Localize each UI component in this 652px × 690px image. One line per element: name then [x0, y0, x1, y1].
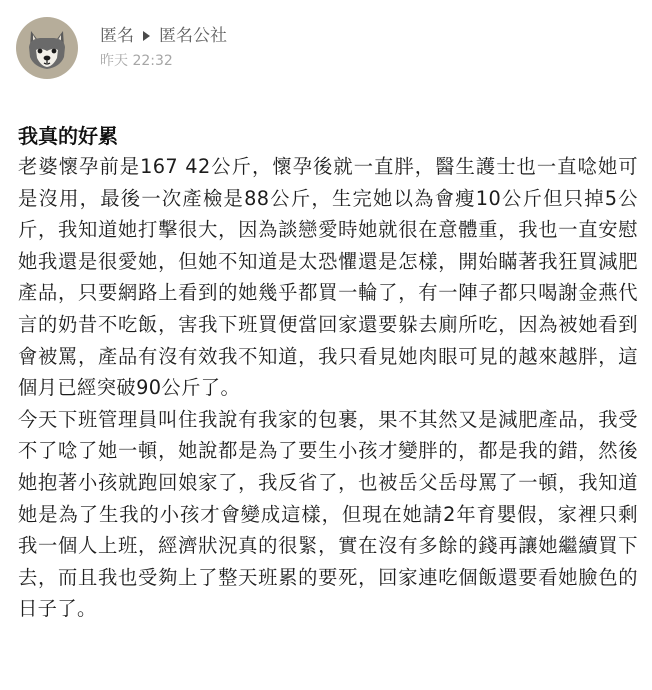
- author-name[interactable]: 匿名: [100, 26, 134, 46]
- post-meta: [100, 17, 227, 79]
- breadcrumb: [100, 25, 227, 47]
- post-paragraph: 老婆懷孕前是167 42公斤，懷孕後就一直胖，醫生護士也一直唸她可是沒用，最後一次產檢是88公斤，生完她以為會瘦10公斤但只掉5公斤，我知道她打擊很大，因為談戀愛時她就很在意體重，我也一直安慰她我還是很愛她，但她不知道是太恐懼還是怎樣，開始瞞著我狂買減肥產品，只要網路上看到的她幾乎都買一輪了，有一陣子都只喝謝金燕代言的奶昔不吃飯，害我下班買便當回家還要躲去廁所吃，因為被她看到會被罵，產品有沒有效我不知道，我只看見她肉眼可見的越來越胖，這個月已經突破90公斤了。: [18, 155, 638, 400]
- post-paragraph: 今天下班管理員叫住我說有我家的包裹，果不其然又是減肥產品，我受不了唸了她一頓，她說都是為了要生小孩才變胖的，都是我的錯，然後她抱著小孩就跑回娘家了，我反省了，也被岳父岳母罵了一頓，我知道她是為了生我的小孩才會變成這樣，但現在她請2年育嬰假，家裡只剩我一個人上班，經濟狀況真的很緊，實在沒有多餘的錢再讓她繼續買下去，而且我也受夠上了整天班累的要死，回家連吃個飯還要看她臉色的日子了。: [18, 407, 638, 621]
- board-name[interactable]: 匿名公社: [159, 26, 227, 46]
- post-header: [16, 16, 227, 80]
- post-body: [18, 151, 638, 625]
- caret-right-icon: [143, 31, 150, 41]
- post-timestamp: 昨天 22:32: [100, 53, 173, 69]
- wolf-avatar-icon[interactable]: [16, 17, 78, 79]
- post-title: 我真的好累: [18, 124, 118, 148]
